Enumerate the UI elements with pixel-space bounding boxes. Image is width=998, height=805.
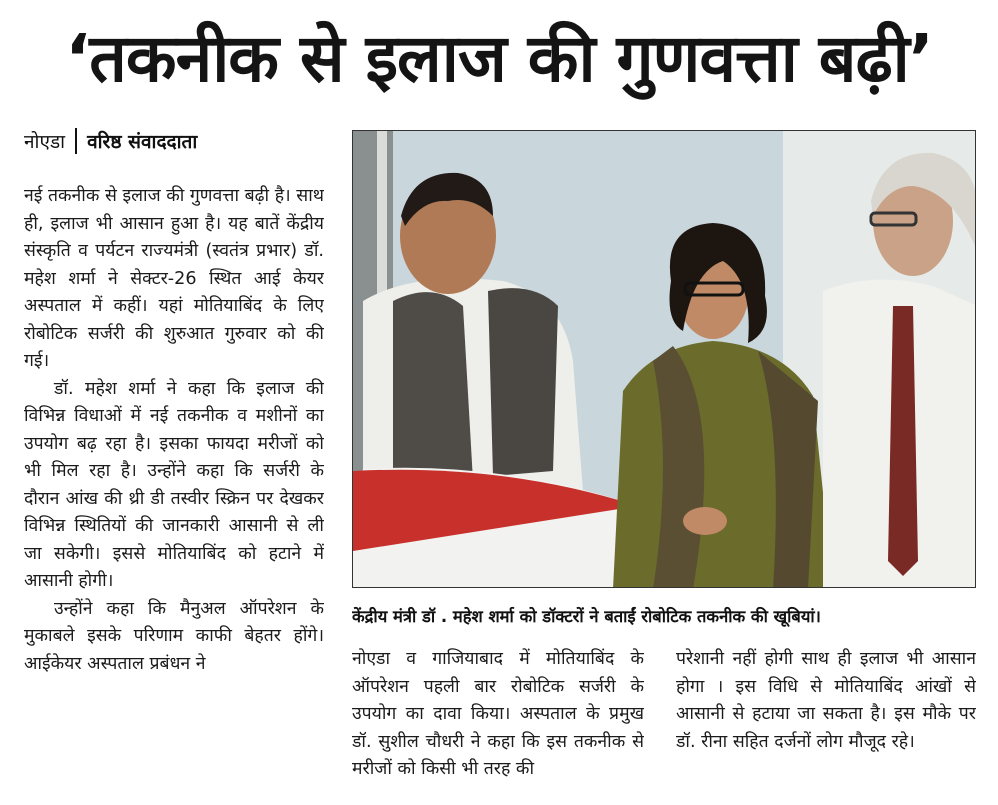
paragraph: परेशानी नहीं होगी साथ ही इलाज भी आसान होगा । इस विधि से मोतियाबिंद आंखों से आसानी से हटाया जा सकता है। इस मौके पर डॉ. रीना सहित दर्जनों लोग मौजूद रहे। xyxy=(676,649,976,752)
byline-author: वरिष्ठ संवाददाता xyxy=(87,131,198,153)
headline: ‘तकनीक से इलाज की गुणवत्ता बढ़ी’ xyxy=(65,20,933,97)
byline-separator xyxy=(75,128,77,154)
paragraph: नई तकनीक से इलाज की गुणवत्ता बढ़ी है। साथ ही, इलाज भी आसान हुआ है। यह बातें केंद्रीय संस्कृति व पर्यटन राज्यमंत्री (स्वतंत्र प्रभार) डॉ. महेश शर्मा ने सेक्टर-26 स्थित आई केयर अस्पताल में कहीं। यहां मोतियाबिंद के लिए रोबोटिक सर्जरी की शुरुआत गुरुवार को की गई। xyxy=(24,186,324,371)
byline-place: नोएडा xyxy=(24,131,66,153)
article-column-3 xyxy=(676,646,976,801)
paragraph: डॉ. महेश शर्मा ने कहा कि इलाज की विभिन्न विधाओं में नई तकनीक व मशीनों का उपयोग बढ़ रहा है। इसका फायदा मरीजों को भी मिल रहा है। उन्होंने कहा कि सर्जरी के दौरान आंख की थ्री डी तस्वीर स्क्रिन पर देखकर विभिन्न स्थितियों की जानकारी आसानी से ली जा सकेगी। इससे मोतियाबिंद को हटाने में आसानी होगी। xyxy=(24,378,324,591)
article-column-2 xyxy=(352,646,644,801)
news-photo xyxy=(352,130,976,588)
paragraph: नोएडा व गाजियाबाद में मोतियाबिंद के ऑपरेशन पहली बार रोबोटिक सर्जरी के उपयोग का दावा किया। अस्पताल के प्रमुख डॉ. सुशील चौधरी ने कहा कि इस तकनीक से मरीजों को किसी भी तरह की xyxy=(352,649,644,779)
paragraph: उन्होंने कहा कि मैनुअल ऑपरेशन के मुकाबले इसके परिणाम काफी बेहतर होंगे। आईकेयर अस्पताल प्रबंधन ने xyxy=(24,598,324,674)
byline xyxy=(24,124,197,158)
photo-caption: केंद्रीय मंत्री डॉ . महेश शर्मा को डॉक्टरों ने बताईं रोबोटिक तकनीक की खूबियां। xyxy=(352,606,821,626)
article-column-1 xyxy=(24,183,324,798)
